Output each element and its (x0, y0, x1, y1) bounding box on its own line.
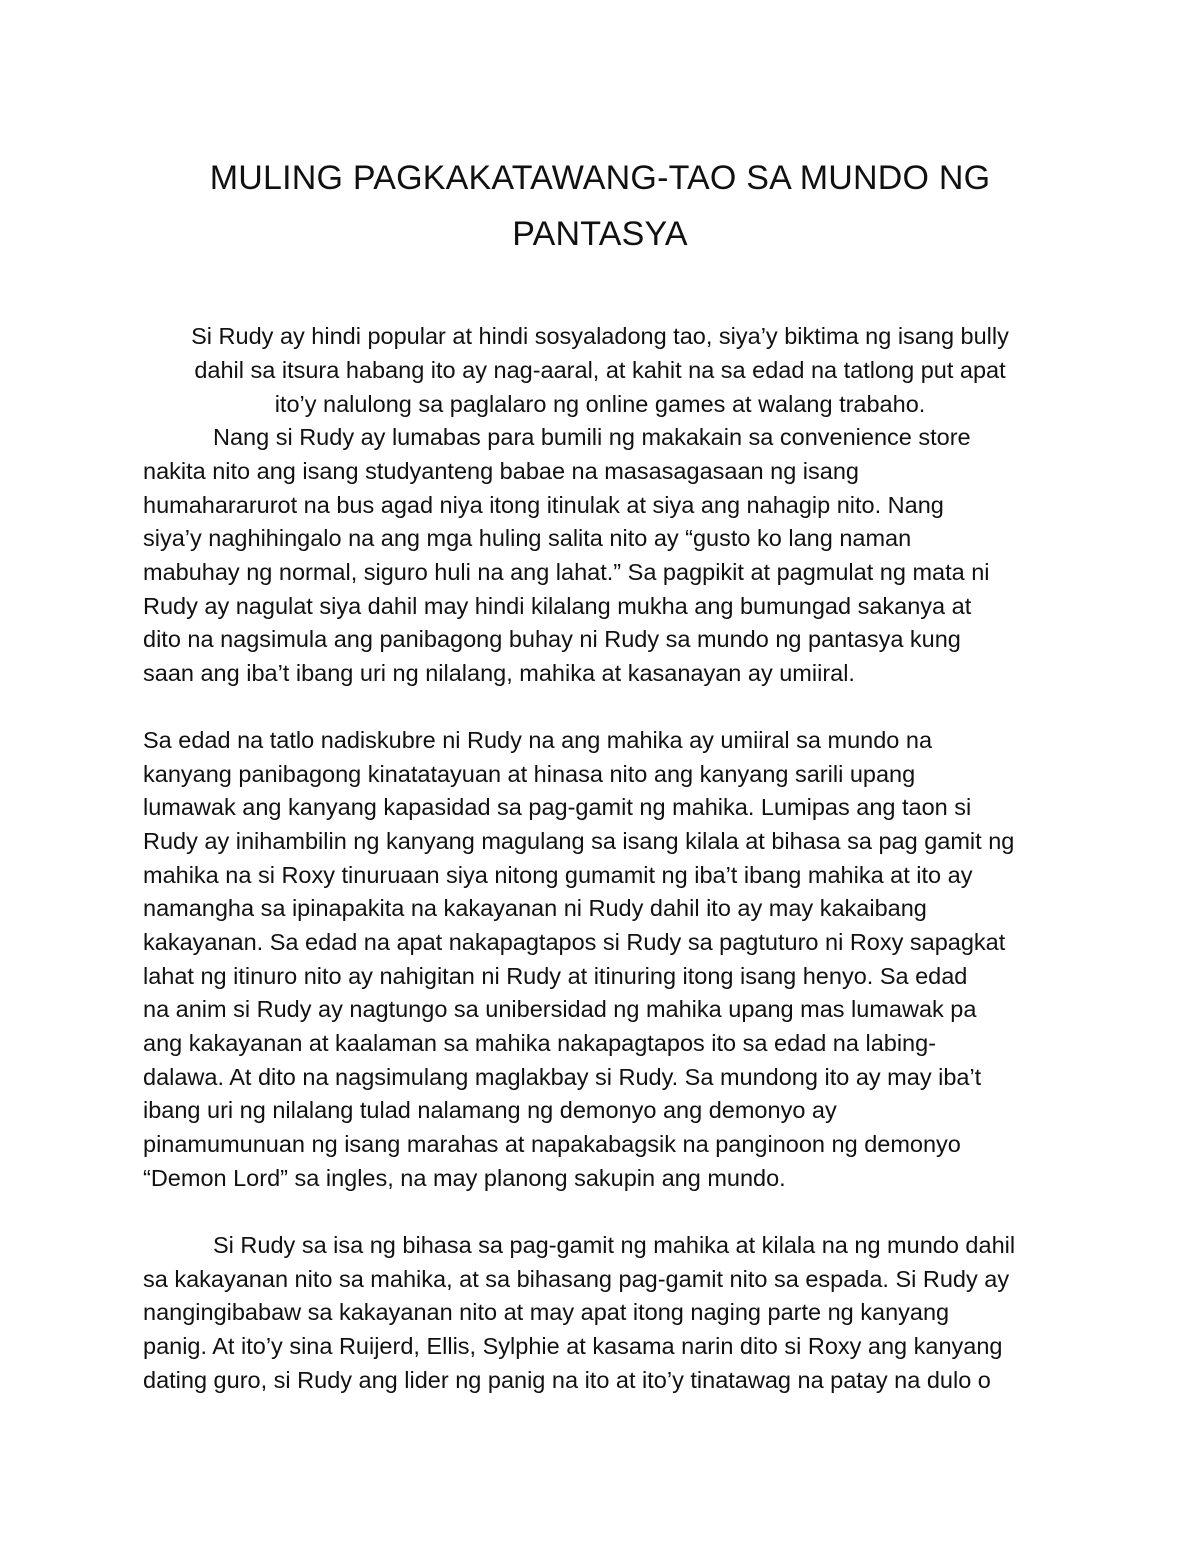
paragraph-line: nakita nito ang isang studyanteng babae na masasagasaan ng isang (143, 458, 859, 484)
paragraph-line: “Demon Lord” sa ingles, na may planong sakupin ang mundo. (143, 1165, 786, 1191)
paragraph-line: sa kakayanan nito sa mahika, at sa bihasang pag-gamit nito sa espada. Si Rudy ay (143, 1266, 1010, 1292)
paragraph-line: Sa edad na tatlo nadiskubre ni Rudy na ang mahika ay umiiral sa mundo na (143, 727, 933, 753)
title-line-1: MULING PAGKAKATAWANG-TAO SA MUNDO NG (209, 159, 991, 197)
paragraph-line: kakayanan. Sa edad na apat nakapagtapos si Rudy sa pagtuturo ni Roxy sapagkat (143, 929, 1006, 955)
paragraph-line: ibang uri ng nilalang tulad nalamang ng demonyo ang demonyo ay (143, 1097, 837, 1123)
paragraph-line: kanyang panibagong kinatatayuan at hinasa nito ang kanyang sarili upang (143, 761, 916, 787)
paragraph-line: siya’y naghihingalo na ang mga huling salita nito ay “gusto ko lang naman (143, 525, 912, 551)
paragraph-line: lumawak ang kanyang kapasidad sa pag-gamit ng mahika. Lumipas ang taon si (143, 794, 972, 820)
paragraph-line: ito’y nalulong sa paglalaro ng online games at walang trabaho. (274, 391, 926, 417)
paragraph-line: na anim si Rudy ay nagtungo sa unibersidad ng mahika upang mas lumawak pa (143, 996, 977, 1022)
paragraph-line: saan ang iba’t ibang uri ng nilalang, mahika at kasanayan ay umiiral. (143, 660, 855, 686)
paragraph-line: pinamumunuan ng isang marahas at napakabagsik na panginoon ng demonyo (143, 1131, 961, 1157)
paragraph-line: dalawa. At dito na nagsimulang maglakbay si Rudy. Sa mundong ito ay may iba’t (143, 1064, 982, 1090)
title-line-2: PANTASYA (512, 215, 688, 253)
paragraph-line: panig. At ito’y sina Ruijerd, Ellis, Sylphie at kasama narin dito si Roxy ang kanyang (143, 1333, 1003, 1359)
paragraph-line: lahat ng itinuro nito ay nahigitan ni Rudy at itinuring itong isang henyo. Sa edad (143, 963, 968, 989)
paragraph-line: Rudy ay nagulat siya dahil may hindi kilalang mukha ang bumungad sakanya at (143, 593, 972, 619)
paragraph-line: ang kakayanan at kaalaman sa mahika nakapagtapos ito sa edad na labing- (143, 1030, 937, 1056)
paragraph-line: mabuhay ng normal, siguro huli na ang lahat.” Sa pagpikit at pagmulat ng mata ni (143, 559, 990, 585)
paragraph-line: nangingibabaw sa kakayanan nito at may apat itong naging parte ng kanyang (143, 1299, 950, 1325)
paragraph-line: Rudy ay inihambilin ng kanyang magulang sa isang kilala at bihasa sa pag gamit ng (143, 828, 1015, 854)
paragraph-line: mahika na si Roxy tinuruaan siya nitong gumamit ng iba’t ibang mahika at ito ay (143, 862, 973, 888)
paragraph-line: Si Rudy ay hindi popular at hindi sosyaladong tao, siya’y biktima ng isang bully (191, 323, 1009, 349)
paragraph-line: humahararurot na bus agad niya itong itinulak at siya ang nahagip nito. Nang (143, 492, 944, 518)
paragraph-line: namangha sa ipinapakita na kakayanan ni Rudy dahil ito ay may kakaibang (143, 895, 927, 921)
paragraph-line: Si Rudy sa isa ng bihasa sa pag-gamit ng mahika at kilala na ng mundo dahil (213, 1232, 1016, 1258)
paragraph-line: dahil sa itsura habang ito ay nag-aaral, at kahit na sa edad na tatlong put apat (194, 357, 1006, 383)
paragraph-line: dito na nagsimula ang panibagong buhay ni Rudy sa mundo ng pantasya kung (143, 626, 961, 652)
paragraph-line: Nang si Rudy ay lumabas para bumili ng makakain sa convenience store (213, 424, 971, 450)
paragraph-line: dating guro, si Rudy ang lider ng panig na ito at ito’y tinatawag na patay na dulo o (143, 1367, 991, 1393)
document-title (140, 150, 1060, 262)
